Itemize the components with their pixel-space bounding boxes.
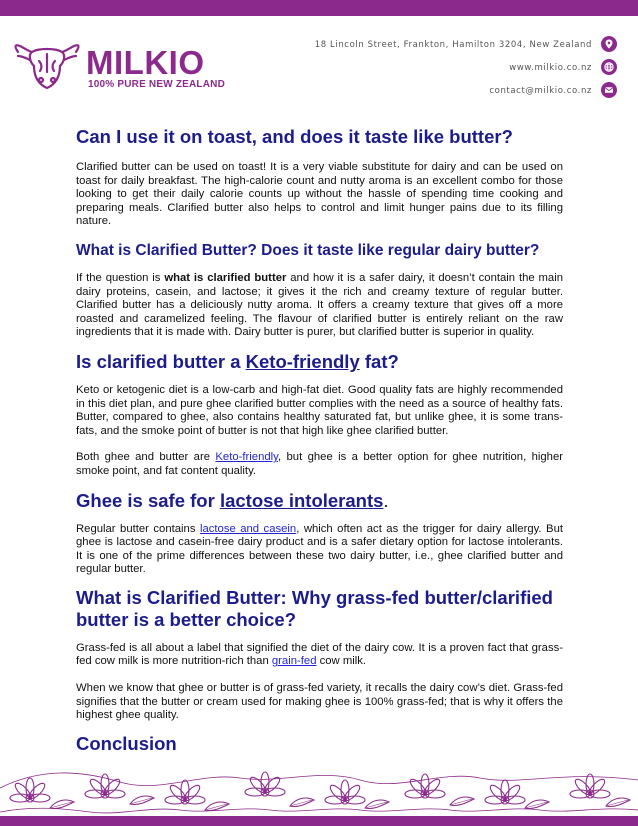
globe-icon: [601, 59, 617, 75]
top-accent-bar: [0, 0, 638, 16]
paragraph-grass-fed-1: [76, 642, 563, 669]
paragraph-rest: cow milk.: [316, 655, 367, 668]
paragraph-keto-1: Keto or ketogenic diet is a low-carb and high-fat diet. Good quality fats are highly recommended in this diet plan, and pure ghee clarified butter complies with the need as a source of healthy fats. Butter, compared to ghee, also contains healthy saturated fat, but unlike ghee, it is some trans-fats, and the smoke point of butter is not that high like ghee clarified butter.: [76, 383, 563, 437]
brand-logo[interactable]: [12, 42, 225, 94]
brand-name: MILKIO: [86, 44, 205, 81]
address-text: 18 Lincoln Street, Frankton, Hamilton 3204, New Zealand: [314, 40, 592, 50]
paragraph-rest: , but ghee is a better option for ghee nutrition, higher smoke point, and fat content quality.: [76, 451, 563, 477]
heading-lead: Ghee is safe for: [76, 489, 220, 511]
keto-friendly-link[interactable]: Keto-friendly: [215, 451, 278, 464]
article-body: [76, 126, 563, 755]
paragraph-rest: and how it is a safer dairy, it doesn’t contain the main dairy proteins, casein, and lactose; it gives it the rich and creamy texture of regular butter. Clarified butter has a deliciously nutty aroma. It offers a creamy texture that gives off a more roasted and caramelized feeling. The flavour of clarified butter is entirely reliant on the raw ingredients that it is made with. Dairy butter is purer, but clarified butter is superior in quality.: [76, 271, 564, 339]
location-pin-icon: [601, 36, 617, 52]
cow-head-icon: [12, 42, 82, 94]
section-heading-conclusion: Conclusion: [76, 732, 177, 754]
section-heading-toast: Can I use it on toast, and does it taste like butter?: [76, 126, 513, 147]
section-heading-keto: [76, 351, 563, 373]
heading-tail: .: [383, 489, 389, 511]
floral-footer-decoration: [0, 758, 638, 826]
paragraph-keto-2: [76, 451, 563, 478]
heading-tail: fat?: [359, 350, 399, 372]
section-heading-what-is: What is Clarified Butter? Does it taste like regular dairy butter?: [76, 241, 540, 259]
lactose-intolerants-link[interactable]: lactose intolerants: [219, 489, 384, 511]
lactose-and-casein-link[interactable]: lactose and casein: [199, 522, 297, 535]
paragraph-lead: Grass-fed is all about a label that signified the diet of the dairy cow. It is a proven fact that grass-fed cow milk is more nutrition-rich than: [76, 641, 563, 668]
email-link[interactable]: contact@milkio.co.nz: [489, 86, 592, 96]
section-heading-lactose: [76, 490, 563, 512]
paragraph-lead: Both ghee and butter are: [76, 451, 216, 464]
paragraph-rest: , which often act as the trigger for dairy allergy. But ghee is lactose and casein-free dairy product and is a safer dietary option for lactose intolerants. It is one of the prime differences between these two dairy butter, i.e., ghee clarified butter and regular butter.: [76, 522, 563, 576]
paragraph-what-is: [76, 272, 563, 340]
paragraph-lactose: [76, 523, 563, 577]
grain-fed-link[interactable]: grain-fed: [271, 655, 317, 668]
paragraph-lead: If the question is: [76, 271, 165, 284]
mail-icon: [601, 82, 617, 98]
bold-term: what is clarified butter: [164, 271, 287, 284]
website-link[interactable]: www.milkio.co.nz: [509, 63, 592, 73]
brand-tagline: 100% PURE NEW ZEALAND: [88, 79, 225, 90]
paragraph-grass-fed-2: When we know that ghee or butter is of grass-fed variety, it recalls the dairy cow’s diet. Grass-fed signifies that the butter or cream used for making ghee is 100% grass-fed; that is why it offers the highest ghee quality.: [76, 682, 563, 722]
paragraph-lead: Regular butter contains: [76, 522, 200, 535]
keto-friendly-heading-link[interactable]: Keto-friendly: [245, 350, 360, 372]
section-heading-grass-fed: What is Clarified Butter: Why grass-fed butter/clarified butter is a better choice?: [76, 586, 553, 630]
heading-lead: Is clarified butter a: [76, 350, 246, 372]
paragraph-toast: Clarified butter can be used on toast! It is a very viable substitute for dairy and can be used on toast for daily breakfast. The high-calorie count and nutty aroma is an excellent combo for those looking to get their daily calorie counts up without the hassle of spending time cooking and preparing meals. Clarified butter also helps to control and limit hunger pains due to its filling nature.: [76, 161, 563, 228]
